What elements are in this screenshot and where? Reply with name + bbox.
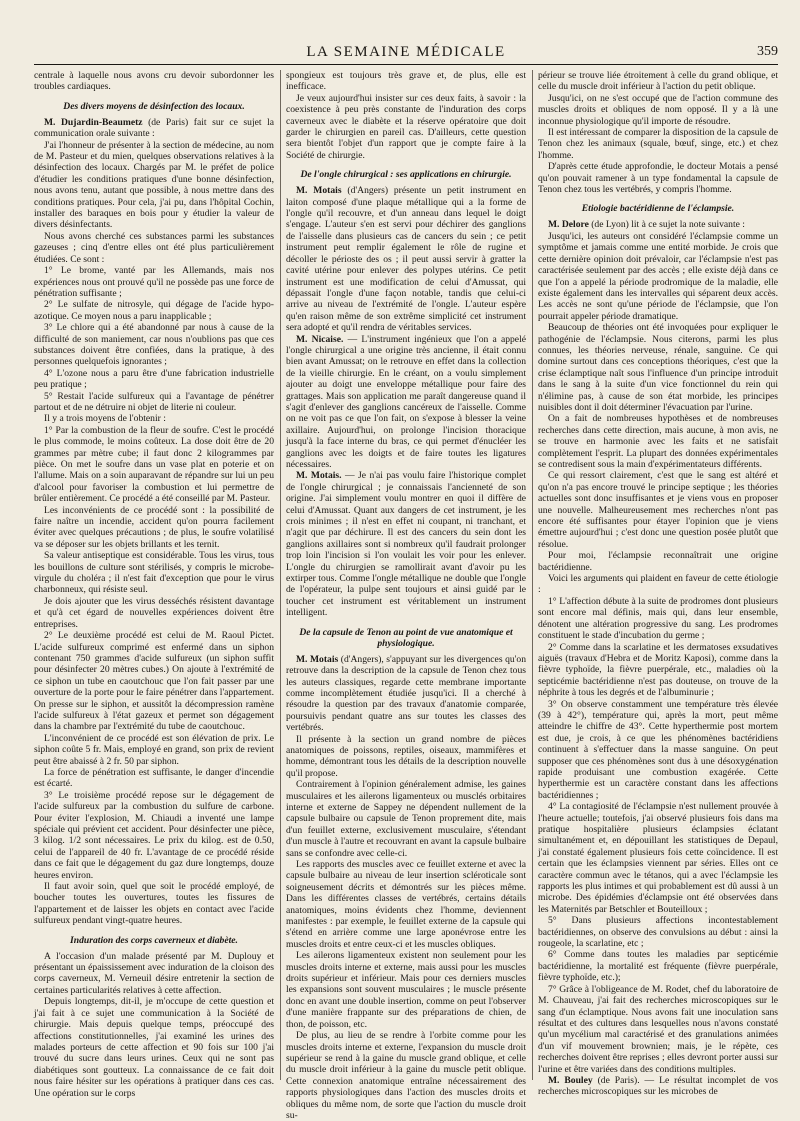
paragraph — [286, 334, 526, 471]
paragraph — [538, 984, 778, 1075]
paragraph-text: 3° On observe constamment une température très élevée (39 à 42°), température qui, après la mort, peut même atteindre le chiffre de 43°. Cette hyperthermie post mortem est due, je crois, à ce que les phénomènes bactéridiens continuent à s'effectuer dans la masse sanguine. On peut supposer que ces phénomènes sont dus à une désoxygénation rapide produisant une combustion exagérée. Cette hyperthermie est un caractère constant dans les affections bactéridiennes ; — [538, 698, 778, 801]
paragraph — [34, 391, 274, 414]
paragraph-text: La force de pénétration est suffisante, le danger d'incendie est écarté. — [34, 766, 274, 790]
paragraph — [538, 219, 778, 230]
paragraph-text: Il y a trois moyens de l'obtenir : — [44, 413, 166, 425]
paragraph — [538, 93, 778, 127]
paragraph-text: 4° L'ozone nous a paru être d'une fabrication industrielle peu pratique ; — [34, 367, 274, 391]
paragraph-text: 1° L'affection débute à la suite de prodromes dont plusieurs sont encore mal définis, mais qui, dans leur ensemble, dénotent une altération progressive du sang. Les prodromes constituent le stade d'incubation du germe ; — [538, 595, 778, 642]
paragraph — [34, 231, 274, 265]
paragraph-text: Pour moi, l'éclampsie reconnaîtrait une origine bactéridienne. — [538, 550, 778, 573]
column-1 — [34, 70, 274, 1099]
speaker-name: M. Delore — [548, 219, 589, 231]
paragraph — [34, 951, 274, 997]
paragraph-text: On a fait de nombreuses hypothèses et de nombreuses recherches dans cette direction, mais aucune, à mon avis, ne se trouve en harmonie avec les faits et ne satisfait complètement l'esprit. La plupart des données expérimentales se contredisent sous la main d'expérimentateurs différents. — [538, 413, 778, 470]
paragraph-text: Je veux aujourd'hui insister sur ces deux faits, à savoir : la coexistence à peu près constante de l'induration des corps caverneux avec le diabète et la réserve opératoire que doit garder le chirurgien en pareil cas. D'ailleurs, cette question sera bientôt l'objet d'un rapport que je compte faire à la Société de chirurgie. — [286, 92, 526, 161]
paragraph-text: Il faut avoir soin, quel que soit le procédé employé, de boucher toutes les ouvertures, toutes les fissures de l'appartement et de laisser les objets en contact avec l'acide sulfureux pendant vingt-quatre heures. — [34, 881, 274, 927]
paragraph-text: Ce qui ressort clairement, c'est que le sang est altéré et qu'on n'a pas encore trouvé le principe septique ; les théories actuelles sont donc insuffisantes et je viens vous en proposer une nouvelle. Malheureusement mes recherches n'ont pas encore été suffisantes pour étayer l'opinion que je viens émettre aujourd'hui ; c'est donc une question posée plutôt que résolue. — [538, 470, 778, 550]
speaker-name: M. Motais — [296, 653, 339, 665]
speaker-name: M. Motais. — [296, 470, 342, 482]
paragraph-text: 2° Comme dans la scarlatine et les dermatoses exsudatives aiguës (travaux d'Hebra et de Moritz Kaposi), comme dans la fièvre typhoïde, la fièvre puerpérale, etc., maladies où la septicémie bactéridienne n'est pas douteuse, on trouve de la néphrite à tous les degrés et de l'albuminurie ; — [538, 641, 778, 699]
page-number: 359 — [757, 44, 778, 59]
paragraph — [286, 779, 526, 859]
paragraph — [286, 859, 526, 950]
paragraph — [286, 93, 526, 161]
paragraph-text: 3° Le troisième procédé repose sur le dégagement de l'acide sulfureux par la combustion du sulfure de carbone. Pour éviter l'explosion, M. Chiaudi a inventé une lampe spéciale qui prévient cet accident. Pour désinfecter une pièce, 3 kilog. 1/2 sont nécessaires. Le prix du kilog. est de 0.50, celui de l'appareil de 40 fr. L'avantage de ce procédé réside dans ce fait que le dégagement du gaz dure longtemps, douze heures environ. — [34, 789, 274, 881]
paragraph — [34, 322, 274, 368]
paragraph-text: Nous avons cherché ces substances parmi les substances gazeuses ; cinq d'entre elles ont été plus particulièrement étudiées. Ce sont : — [34, 230, 274, 265]
paragraph-text: 5° Restait l'acide sulfureux qui a l'avantage de pénétrer partout et de ne détruire ni objet de literie ni couleur. — [34, 390, 274, 413]
paragraph-text: — L'instrument ingénieux que l'on a appelé l'ongle chirurgical a une origine très ancienne, il était connu bien avant Amussat; on le retrouve en effet dans la collection de la vieille chirurgie. En le créant, on a voulu simplement ajouter au doigt une enveloppe métallique pour faire des grattages. Mais son application me paraît dangereuse quand il s'agit d'enlever des ganglions cancéreux de l'aisselle. Comme on ne voit pas ce que l'on fait, on s'expose à blesser la veine axillaire. Aujourd'hui, on prolonge l'incision thoracique jusqu'à la face interne du bras, ce qui permet d'énucléer les ganglions avec les doigts et de faire toutes les ligatures nécessaires. — [286, 333, 526, 470]
paragraph-text: (de Paris). — Le résultat incomplet de vos recherches microscopiques sur les microbes de — [538, 1074, 778, 1098]
paragraph-text: Jusqu'ici, les auteurs ont considéré l'éclampsie comme un symptôme et jamais comme une entité morbide. Je crois que cette dernière opinion doit prévaloir, car l'éclampsie n'est pas caractérisée seulement par des accès ; elle existe déjà dans ce que l'on a appelé la période prodromique de la maladie, elle existe également dans les intervalles qui séparent deux accès. Les accès ne sont qu'une période de l'éclampsie, que l'on pourrait appeler période dramatique. — [538, 230, 778, 322]
paragraph — [34, 996, 274, 1099]
section-heading: Induration des corps caverneux et diabète. — [70, 934, 238, 946]
paragraph-text: 5° Dans plusieurs affections incontestablement bactéridiennes, on observe des convulsions au début : ainsi la rougeole, la scarlatine, etc ; — [538, 915, 778, 950]
paragraph-text: Jusqu'ici, on ne s'est occupé que de l'action commune des muscles droits et obliques de nom opposé. Il y a là une inconnue physiologique qu'il importe de résoudre. — [538, 92, 778, 127]
paragraph-text: Sa valeur antiseptique est considérable. Tous les virus, tous les bouillons de culture sont stérilisés, y compris le microbe-virgule du choléra ; il n'est fait d'exception que pour le virus charbonneux, qui résiste seul. — [34, 550, 274, 596]
column-2 — [286, 70, 526, 1121]
paragraph-text: Beaucoup de théories ont été invoquées pour expliquer le pathogénie de l'éclampsie. Nous citerons, parmi les plus connues, les théories nerveuse, rénale, sanguine. Ce qui domine surtout dans ces conceptions théoriques, c'est que la crise éclamptique naît sous l'influence d'un principe introduit dans le sang à la suite d'un vice fonctionnel du rein qui n'élimine pas, à cause de son état morbide, les principes nuisibles dont il doit déterminer l'évacuation par l'urine. — [538, 322, 778, 413]
paragraph — [34, 505, 274, 551]
paragraph-text: Contrairement à l'opinion généralement admise, les gaines musculaires et les ailerons ligamenteux ou musclés orbitaires interne et externe de Sappey ne dépendent nullement de la capsule bulbaire ou capsule de Tenon proprement dite, mais d'un feuillet externe, exclusivement musculaire, s'étendant d'un muscle à l'autre et recouvrant en avant la capsule bulbaire sans se confondre avec celle-ci. — [286, 779, 526, 859]
page — [34, 44, 778, 1121]
paragraph — [538, 127, 778, 161]
speaker-name: M. Motais — [296, 185, 342, 197]
paragraph — [538, 801, 778, 915]
column-divider — [280, 70, 281, 1080]
paragraph-text: A l'occasion d'un malade présenté par M. Duplouy et présentant un épaississement avec induration de la cloison des corps caverneux, M. Verneuil désire entretenir la section de certaines particularités relatives à cette affection. — [34, 950, 274, 996]
paragraph — [34, 767, 274, 790]
paragraph-text: L'inconvénient de ce procédé est son élévation de prix. Le siphon coûte 5 fr. Mais, employé en grand, son prix de revient peut être abaissé à 2 fr. 50 par siphon. — [34, 732, 274, 767]
paragraph-text: Les rapports des muscles avec ce feuillet externe et avec la capsule bulbaire au niveau de leur insertion scléroticale sont soigneusement décrits et démontrés sur les pièces même. Dans les différentes classes de vertébrés, certains détails anatomiques, moins évidents chez l'homme, deviennent manifestes : par exemple, le feuillet externe de la capsule qui s'étend en arrière comme une large aponévrose entre les muscles droits et entre ceux-ci et les muscles obliques. — [286, 859, 526, 950]
paragraph — [286, 734, 526, 780]
header-rule — [34, 64, 778, 65]
paragraph — [34, 733, 274, 767]
paragraph — [34, 70, 274, 93]
paragraph-text: 2° Le deuxième procédé est celui de M. Raoul Pictet. L'acide sulfureux comprimé est enfermé dans un siphon contenant 750 grammes d'acide sulfureux (un siphon suffit pour désinfecter 20 mètres cubes.) On ajoute à l'extrémité de ce siphon un tube en caoutchouc que l'on fait passer par une ouverture de la porte pour le faire pénétrer dans l'appartement. On presse sur le siphon, et aussitôt la décompression ramène l'acide sulfureux à l'état gazeux et permet son dégagement dans la chambre par l'extrémité du tube de caoutchouc. — [34, 630, 274, 733]
paragraph — [538, 1075, 778, 1098]
paragraph-text: 2° Le sulfate de nitrosyle, qui dégage de l'acide hypo-azotique. Ce moyen nous a paru inapplicable ; — [34, 299, 274, 322]
paragraph — [286, 70, 526, 93]
paragraph — [538, 161, 778, 195]
paragraph — [538, 642, 778, 699]
paragraph — [34, 265, 274, 299]
paragraph — [34, 299, 274, 322]
paragraph — [34, 881, 274, 927]
paragraph-text: (de Lyon) lit à ce sujet la note suivante : — [588, 219, 745, 231]
paragraph — [538, 573, 778, 596]
paragraph-text: 1° Le brome, vanté par les Allemands, mais nos expériences nous ont prouvé qu'il ne possède pas une force de pénétration suffisante ; — [34, 265, 274, 299]
paragraph-text: Les ailerons ligamenteux existent non seulement pour les muscles droits interne et externe, mais aussi pour les muscles droits supérieur et inférieur. Mais pour ces derniers muscles les expansions sont souvent musculaires ; le muscle présente donc en avant une double insertion, comme on peut l'observer d'une manière frappante sur des préparations de chien, de thon, de poisson, etc. — [286, 950, 526, 1030]
paragraph — [34, 368, 274, 391]
paragraph — [34, 140, 274, 231]
paragraph-text: Il est intéressant de comparer la disposition de la capsule de Tenon chez les animaux (squale, bœuf, singe, etc.) et chez l'homme. — [538, 127, 778, 161]
paragraph-text: Il présente à la section un grand nombre de pièces anatomiques de poissons, reptiles, oiseaux, mammifères et homme, démontrant tous les détails de la description nouvelle qu'il propose. — [286, 733, 526, 779]
paragraph — [538, 322, 778, 413]
paragraph-text: centrale à laquelle nous avons cru devoir subordonner les troubles cardiaques. — [34, 70, 274, 93]
section-heading: Etiologie bactéridienne de l'éclampsie. — [581, 203, 735, 215]
paragraph-text: Voici les arguments qui plaident en faveur de cette étiologie : — [538, 573, 778, 596]
paragraph — [286, 950, 526, 1030]
paragraph-text: 4° La contagiosité de l'éclampsie n'est nullement prouvée à l'heure actuelle; toutefois, j'ai observé plusieurs fois dans ma pratique hospitalière plusieurs éclampsies éclatant simultanément et, en dépouillant les statistiques de Depaul, j'ai constaté également plusieurs fois cette coïncidence. Il est certain que les éclampsies viennent par séries. Elles ont ce caractère commun avec le tétanos, qui a avec l'éclampsie les rapports les plus intimes et qui probablement est dû aussi à un microbe. Des épidémies d'éclampsie ont été observées dans les Maternités par Betschler et Bouteilloux ; — [538, 801, 778, 915]
paragraph-text: 6° Comme dans toutes les maladies par septicémie bactéridienne, la mortalité est fréquente (fièvre puerpérale, fièvre typhoïde, etc.); — [538, 949, 778, 984]
paragraph — [286, 185, 526, 333]
paragraph — [34, 425, 274, 505]
paragraph — [538, 413, 778, 470]
paragraph-text: J'ai l'honneur de présenter à la section de médecine, au nom de M. Pasteur et du mien, quelques observations relatives à la désinfection des locaux. Chargés par M. le préfet de police d'étudier les conditions pratiques d'une bonne désinfection, nous avons tenu, autant que possible, à nous mettre dans des conditions pratiques. Pour cela, j'ai pu, dans l'hôpital Cochin, installer des baraques en bois pour y étudier la valeur de divers désinfectants. — [34, 139, 274, 231]
speaker-name: M. Nicaise. — [296, 333, 344, 345]
column-3 — [538, 70, 778, 1098]
paragraph — [538, 949, 778, 983]
paragraph-text: Depuis longtemps, dit-il, je m'occupe de cette question et j'ai fait à ce sujet une communication à la Société de chirurgie. Mais depuis quelque temps, préoccupé des affections constitutionnelles, j'ai examiné les urines des malades porteurs de cette affection et 90 fois sur 100 j'ai trouvé du sucre dans leurs urines. Ceux qui ne sont pas diabétiques sont goutteux. La connaissance de ce fait doit nous faire hésiter sur les opérations à pratiquer dans ces cas. Une opération sur le corps — [34, 996, 274, 1099]
speaker-name: M. Bouley — [548, 1074, 593, 1086]
paragraph-text: Les inconvénients de ce procédé sont : la possibilité de faire naître un incendie, accident qu'on pourra facilement éviter avec quelques précautions ; de plus, le soufre volatilisé va se déposer sur les objets brillants et les ternit. — [34, 504, 274, 550]
paragraph-text: 3° Le chlore qui a été abandonné par nous à cause de la difficulté de son maniement, car nous n'oublions pas que ces substances doivent être confiées, dans la pratique, à des personnes quelquefois ignorantes ; — [34, 322, 274, 368]
paragraph — [538, 470, 778, 550]
section-heading: De l'ongle chirurgical : ses applications en chirurgie. — [300, 169, 512, 181]
paragraph — [538, 70, 778, 93]
paragraph-text: D'après cette étude approfondie, le docteur Motais a pensé qu'on pouvait ramener à un type fondamental la capsule de Tenon chez tous les vertébrés, y compris l'homme. — [538, 161, 778, 196]
section-heading: Des divers moyens de désinfection des locaux. — [63, 100, 245, 112]
paragraph — [34, 790, 274, 881]
paragraph-text: De plus, au lieu de se rendre à l'orbite comme pour les muscles droits interne et externe, l'expansion du muscle droit supérieur se rend à la gaine du muscle grand oblique, et celle du muscle droit inférieur à la gaine du muscle petit oblique. Cette connexion anatomique entraîne nécessairement des rapports physiologiques dans l'action des muscles droits et obliques du même nom, de sorte que l'action du muscle droit su- — [286, 1030, 526, 1121]
paragraph-text: Je dois ajouter que les virus desséchés résistent davantage et qu'à cet égard de nouvelles expériences doivent être entreprises. — [34, 595, 274, 630]
paragraph — [538, 231, 778, 322]
speaker-name: M. Dujardin-Beaumetz — [44, 116, 143, 128]
section-heading: De la capsule de Tenon au point de vue anatomique et physiologique. — [299, 626, 513, 649]
paragraph-text: périeur se trouve liée étroitement à celle du grand oblique, et celle du muscle droit inférieur à l'action du petit oblique. — [538, 70, 778, 93]
paragraph — [34, 117, 274, 140]
paragraph-text: (de Paris) fait sur ce sujet la communication orale suivante : — [34, 116, 274, 140]
paragraph-text: — Je n'ai pas voulu faire l'historique complet de l'ongle chirurgical ; je connaissais l'ancienneté de son origine. J'ai simplement voulu montrer en quoi il diffère de celui d'Amussat. Quant aux dangers de cet instrument, je les crois minimes ; il n'est en effet ni coupant, ni tranchant, et n'agit que par déchirure. Il est des cancers du sein dont les ganglions axillaires sont si nombreux qu'il faudrait prolonger trop loin l'incision si l'on voulait les voir pour les enlever. L'ongle du chirurgien se ramollirait avant d'avoir pu les extirper tous. Comme l'ongle métallique ne double que l'ongle de l'opérateur, la pulpe sent toujours et ainsi guidé par le toucher cet instrument est véritablement un instrument intelligent. — [286, 470, 526, 619]
paragraph-text: (d'Angers), s'appuyant sur les divergences qu'on retrouve dans la description de la capsule de Tenon chez tous les auteurs classiques, regarde cette membrane importante comme incomplètement étudiée jusqu'ici. Il a cherché à résoudre la question par des travaux d'anatomie comparée, poursuivis pendant quatre ans sur toutes les classes des vertébrés. — [286, 653, 526, 734]
paragraph — [538, 699, 778, 802]
paragraph — [34, 413, 274, 424]
paragraph — [34, 550, 274, 596]
paragraph — [538, 550, 778, 573]
journal-title: LA SEMAINE MÉDICALE — [306, 44, 506, 60]
paragraph — [34, 596, 274, 630]
paragraph — [538, 915, 778, 949]
columns — [34, 70, 778, 1121]
paragraph-text: 1° Par la combustion de la fleur de soufre. C'est le procédé le plus commode, le moins coûteux. La dose doit être de 20 grammes par mètre cube; il faut donc 2 kilogrammes par pièce. On met le soufre dans un vase plat en poterie et on l'allume. Mais on a soin auparavant de répandre sur lui un peu d'alcool pour favoriser la combustion et lui permettre de brûler entièrement. Ce procédé a été conseillé par M. Pasteur. — [34, 424, 274, 505]
paragraph-text: 7° Grâce à l'obligeance de M. Rodet, chef du laboratoire de M. Chauveau, j'ai fait des recherches microscopiques sur le sang d'un éclamptique. Nous avons fait une inoculation sans résultat et des cultures dans lesquelles nous n'avons constaté qu'un mycélium mal caractérisé et des granulations animées d'un vif mouvement brownien; mais, je le répète, ces recherches doivent être reprises ; elles devront porter aussi sur l'urine et être variées dans des conditions multiples. — [538, 983, 778, 1075]
paragraph-text: spongieux est toujours très grave et, de plus, elle est inefficace. — [286, 70, 526, 93]
paragraph — [286, 1030, 526, 1121]
paragraph — [538, 596, 778, 642]
column-divider — [532, 70, 533, 1080]
paragraph — [34, 630, 274, 733]
paragraph — [286, 470, 526, 618]
paragraph — [286, 654, 526, 734]
paragraph-text: (d'Angers) présente un petit instrument en laiton composé d'une plaque métallique qui a la forme de l'ongle qu'il recouvre, et d'un anneau dans lequel le doigt s'engage. L'auteur s'en est servi pour déchirer des ganglions de l'aisselle dans plusieurs cas de cancers du sein ; ce petit instrument peut remplir également le rôle de rugine et décoller le périoste des os ; il peut aussi servir à gratter la cavité utérine pour enlever des polypes utérins. Ce petit instrument est une modification de celui d'Amussat, qui dépassait l'ongle d'une façon notable, tandis que celui-ci arrive au niveau de l'extrémité de l'ongle. L'auteur espère qu'en raison même de son extrême simplicité cet instrument sera adopté et qu'il rendra de véritables services. — [286, 185, 526, 334]
